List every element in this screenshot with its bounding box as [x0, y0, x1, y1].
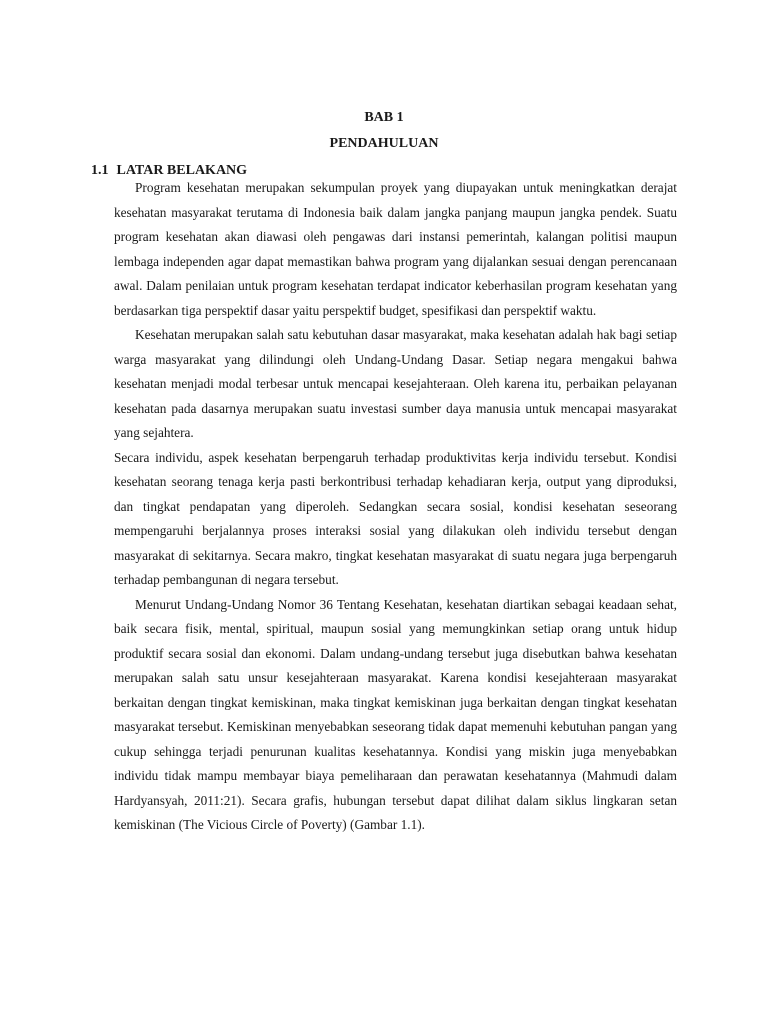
chapter-number: BAB 1: [364, 110, 404, 125]
body-text: [114, 176, 677, 838]
chapter-title: PENDAHULUAN: [329, 136, 439, 151]
paragraph: Menurut Undang-Undang Nomor 36 Tentang Kesehatan, kesehatan diartikan sebagai keadaan sehat, baik secara fisik, mental, spiritual, maupun sosial yang memungkinkan setiap orang untuk hidup produktif secara sosial dan ekonomi. Dalam undang-undang tersebut juga disebutkan bahwa kesehatan merupakan salah satu unsur kesejahteraan masyarakat. Karena kondisi kesejahteraan masyarakat berkaitan dengan tingkat kemiskinan, maka tingkat kemiskinan juga berkaitan dengan tingkat kesehatan masyarakat tersebut. Kemiskinan menyebabkan seseorang tidak dapat memenuhi kebutuhan pangan yang cukup sehingga terjadi penurunan kualitas kesehatannya. Kondisi yang miskin juga menyebabkan individu tidak mampu membayar biaya pemeliharaan dan perawatan kesehatannya (Mahmudi dalam Hardyansyah, 2011:21). Secara grafis, hubungan tersebut dapat dilihat dalam siklus lingkaran setan kemiskinan (The Vicious Circle of Poverty) (Gambar 1.1).: [114, 596, 677, 832]
paragraph: Kesehatan merupakan salah satu kebutuhan dasar masyarakat, maka kesehatan adalah hak bagi setiap warga masyarakat yang dilindungi oleh Undang-Undang Dasar. Setiap negara mengakui bahwa kesehatan menjadi modal terbesar untuk mencapai kesejahteraan. Oleh karena itu, perbaikan pelayanan kesehatan pada dasarnya merupakan suatu investasi sumber daya manusia untuk mencapai masyarakat yang sejahtera.: [114, 327, 677, 440]
section-title: LATAR BELAKANG: [116, 163, 248, 178]
paragraph: Program kesehatan merupakan sekumpulan proyek yang diupayakan untuk meningkatkan derajat kesehatan masyarakat terutama di Indonesia baik dalam jangka panjang maupun jangka pendek. Suatu program kesehatan akan diawasi oleh pengawas dari instansi pemerintah, kalangan politisi maupun lembaga independen agar dapat memastikan bahwa program yang dijalankan sesuai dengan perencanaan awal. Dalam penilaian untuk program kesehatan terdapat indicator keberhasilan program kesehatan yang berdasarkan tiga perspektif dasar yaitu perspektif budget, spesifikasi dan perspektif waktu.: [114, 180, 677, 318]
section-number: 1.1: [91, 163, 109, 178]
paragraph: Secara individu, aspek kesehatan berpengaruh terhadap produktivitas kerja individu tersebut. Kondisi kesehatan seorang tenaga kerja pasti berkontribusi terhadap kehadiaran kerja, output yang diproduksi, dan tingkat pendapatan yang diperoleh. Sedangkan secara sosial, kondisi kesehatan seseorang mempengaruhi berjalannya proses interaksi sosial yang dilakukan oleh individu tersebut dengan masyarakat di sekitarnya. Secara makro, tingkat kesehatan masyarakat di suatu negara juga berpengaruh terhadap pembangunan di negara tersebut.: [114, 449, 677, 587]
